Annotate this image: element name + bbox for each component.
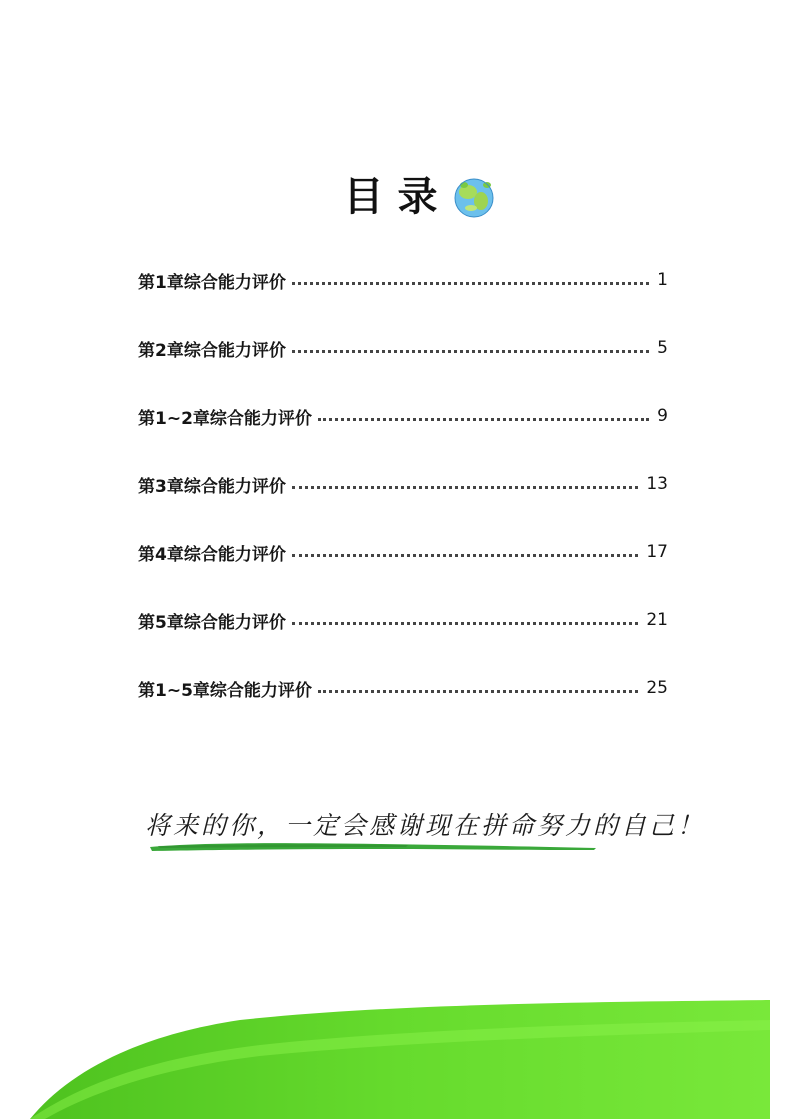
- toc-page-number: 17: [646, 542, 668, 562]
- toc-row[interactable]: [138, 246, 668, 314]
- toc-page-number: 25: [646, 678, 668, 698]
- motto-text: 将来的你，一定会感谢现在拼命努力的自己！: [145, 811, 706, 840]
- toc-leader-dots: [318, 690, 638, 693]
- toc-row[interactable]: [138, 450, 668, 518]
- toc-leader-dots: [292, 554, 639, 557]
- toc-leader-dots: [318, 418, 649, 421]
- toc-row[interactable]: [138, 586, 668, 654]
- toc-row[interactable]: [138, 654, 668, 722]
- toc-page-number: 5: [657, 338, 668, 358]
- title-area: [0, 172, 800, 222]
- toc-leader-dots: [292, 486, 639, 489]
- green-leaf-decoration: [0, 990, 800, 1119]
- toc-page-number: 9: [657, 406, 668, 426]
- toc-label: 第5章综合能力评价: [138, 612, 286, 633]
- toc-label: 第1~2章综合能力评价: [138, 408, 312, 429]
- toc-page-number: 21: [646, 610, 668, 630]
- toc-label: 第3章综合能力评价: [138, 476, 286, 497]
- toc-page-number: 1: [657, 270, 668, 290]
- toc-row[interactable]: [138, 314, 668, 382]
- toc-label: 第2章综合能力评价: [138, 340, 286, 361]
- page-title: 目录: [343, 174, 452, 220]
- toc-leader-dots: [292, 350, 649, 353]
- toc-leader-dots: [292, 622, 639, 625]
- toc-row[interactable]: [138, 382, 668, 450]
- globe-icon: [451, 175, 497, 219]
- toc-leader-dots: [292, 282, 649, 285]
- toc-label: 第1章综合能力评价: [138, 272, 286, 293]
- toc-page-number: 13: [646, 474, 668, 494]
- table-of-contents: [138, 246, 668, 722]
- toc-label: 第4章综合能力评价: [138, 544, 286, 565]
- toc-row[interactable]: [138, 518, 668, 586]
- toc-label: 第1~5章综合能力评价: [138, 680, 312, 701]
- brush-stroke-underline: [148, 838, 598, 854]
